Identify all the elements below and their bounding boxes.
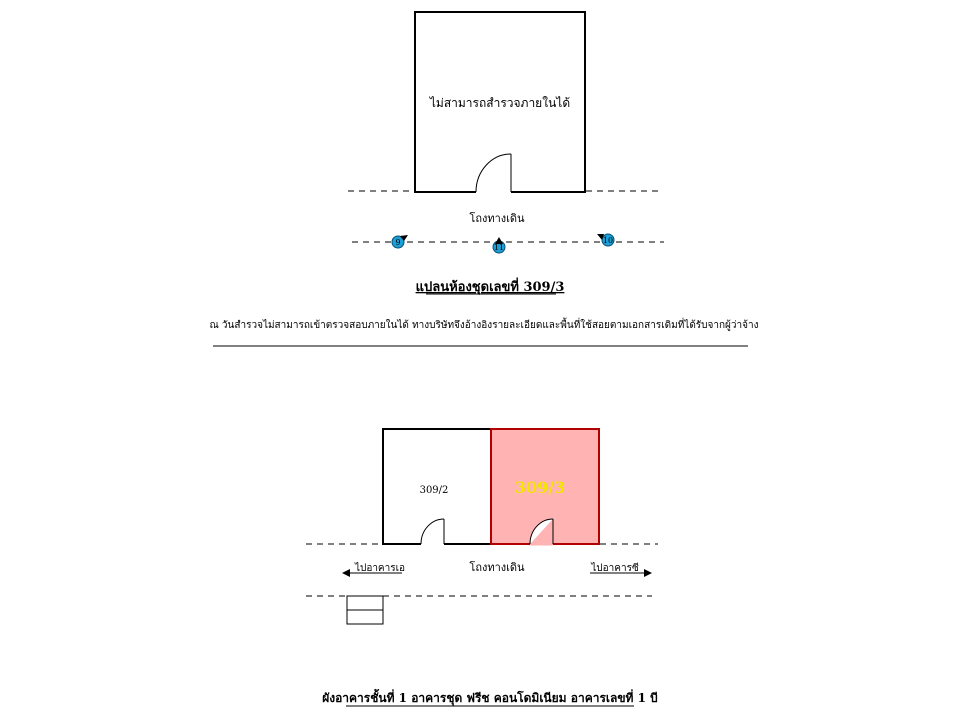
corridor-label: โถงทางเดิน (469, 561, 525, 574)
photo-marker-9 (392, 235, 408, 248)
survey-note: ณ วันสำรวจไม่สามารถเข้าตรวจสอบภายในได้ ทางบริษัทจึงอ้างอิงรายละเอียดและพื้นที่ใช้สอยตามเอกสารเดิมที่ได้รับจากผู้ว่าจ้าง (209, 320, 759, 331)
right-direction-label: ไปอาคารซี (591, 563, 639, 574)
marker-label: 10 (602, 236, 614, 245)
floor-plan-title: ผังอาคารชั้นที่ 1 อาคารชุด ฟรีช คอนโดมิเนียม อาคารเลขที่ 1 บี (322, 691, 658, 705)
stair-box (347, 596, 383, 624)
unit-309-3-label: 309/3 (514, 478, 566, 497)
unit-plan-title: แปลนห้องชุดเลขที่ 309/3 (415, 280, 565, 295)
photo-marker-11 (493, 237, 505, 253)
unit-309-2-label: 309/2 (419, 485, 449, 496)
marker-label: 9 (395, 238, 401, 247)
photo-marker-10 (597, 234, 614, 246)
room-note: ไม่สามารถสำรวจภายในได้ (429, 96, 571, 110)
marker-label: 11 (493, 243, 505, 252)
left-direction-label: ไปอาคารเอ (354, 563, 406, 574)
walkway-label: โถงทางเดิน (469, 212, 525, 225)
